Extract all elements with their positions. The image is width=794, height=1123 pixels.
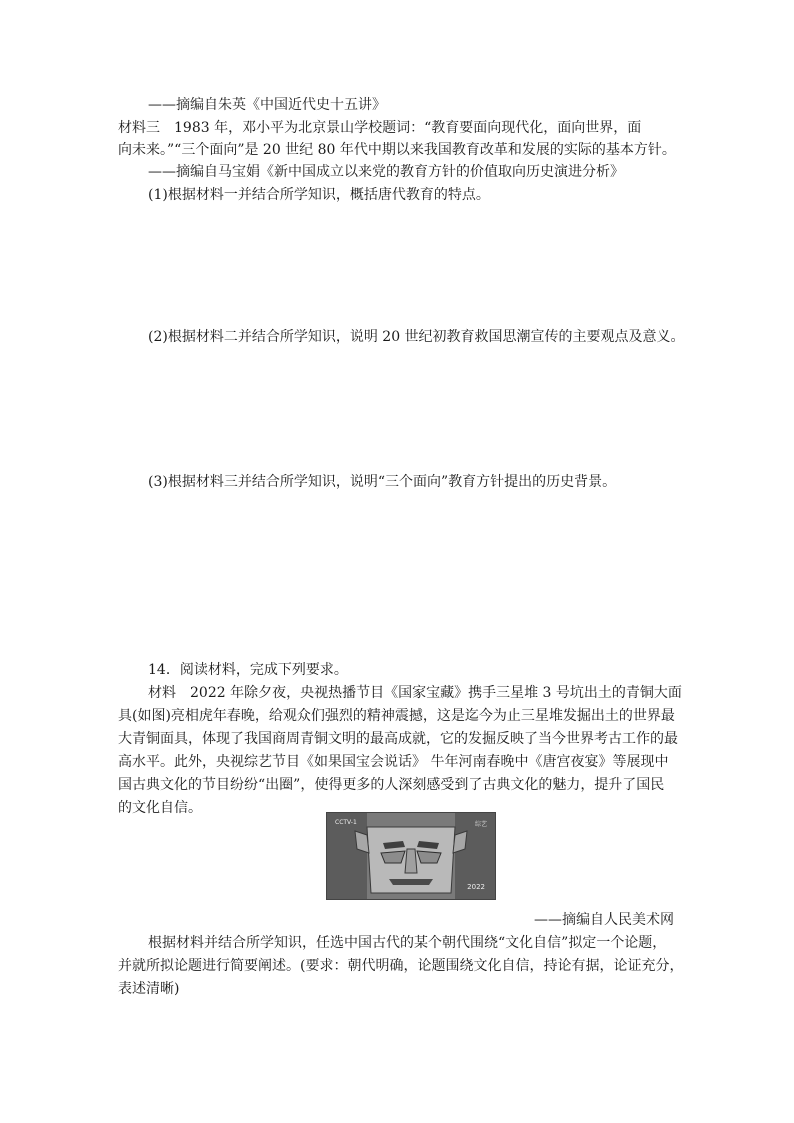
q14-material-line: 高水平。此外，央视综艺节目《如果国宝会说话》 牛年河南春晚中《唐宫夜宴》等展现中 [118, 754, 669, 770]
question-3: (3)根据材料三并结合所学知识，说明“三个面向”教育方针提出的历史背景。 [148, 474, 617, 490]
material3-line1: 材料三 1983 年，邓小平为北京景山学校题词：“教育要面向现代化，面向世界，面 [118, 120, 642, 136]
question-2: (2)根据材料二并结合所学知识，说明 20 世纪初教育救国思潮宣传的主要观点及意义。 [148, 329, 685, 345]
bronze-mask-image [326, 812, 496, 900]
tv-logo-left: CCTV-1 [335, 819, 357, 826]
q14-material-line: 的文化自信。 [118, 800, 202, 816]
question-1: (1)根据材料一并结合所学知识，概括唐代教育的特点。 [148, 187, 490, 203]
q14-material-line: 材料 2022 年除夕夜，央视热播节目《国家宝藏》携手三星堆 3 号坑出土的青铜大面 [148, 685, 682, 701]
question-14-title: 14．阅读材料，完成下列要求。 [148, 662, 348, 678]
q14-task-line: 并就所拟论题进行简要阐述。(要求：朝代明确，论题围绕文化自信，持论有据，论证充分， [118, 958, 684, 974]
material2-source: ——摘编自朱英《中国近代史十五讲》 [148, 97, 386, 113]
image-year-label: 2022 [467, 883, 485, 891]
q14-task-line: 表述清晰) [118, 981, 180, 997]
material3-source: ——摘编自马宝娟《新中国成立以来党的教育方针的价值取向历史演进分析》 [148, 164, 624, 180]
q14-material-line: 国古典文化的节目纷纷“出圈”，使得更多的人深刻感受到了古典文化的魅力，提升了国民 [118, 777, 665, 793]
q14-source: ——摘编自人民美术网 [534, 912, 674, 928]
q14-material-line: 大青铜面具，体现了我国商周青铜文明的最高成就，它的发掘反映了当今世界考古工作的最 [118, 731, 678, 747]
tv-logo-right: 综艺 [474, 821, 487, 828]
material3-line2: 向未来。”“三个面向”是 20 世纪 80 年代中期以来我国教育改革和发展的实际的基本方针。 [118, 142, 676, 158]
q14-task-line: 根据材料并结合所学知识，任选中国古代的某个朝代围绕“文化自信”拟定一个论题， [148, 935, 667, 951]
q14-material-line: 具(如图)亮相虎年春晚，给观众们强烈的精神震撼，这是迄今为止三星堆发掘出土的世界最 [118, 708, 675, 724]
